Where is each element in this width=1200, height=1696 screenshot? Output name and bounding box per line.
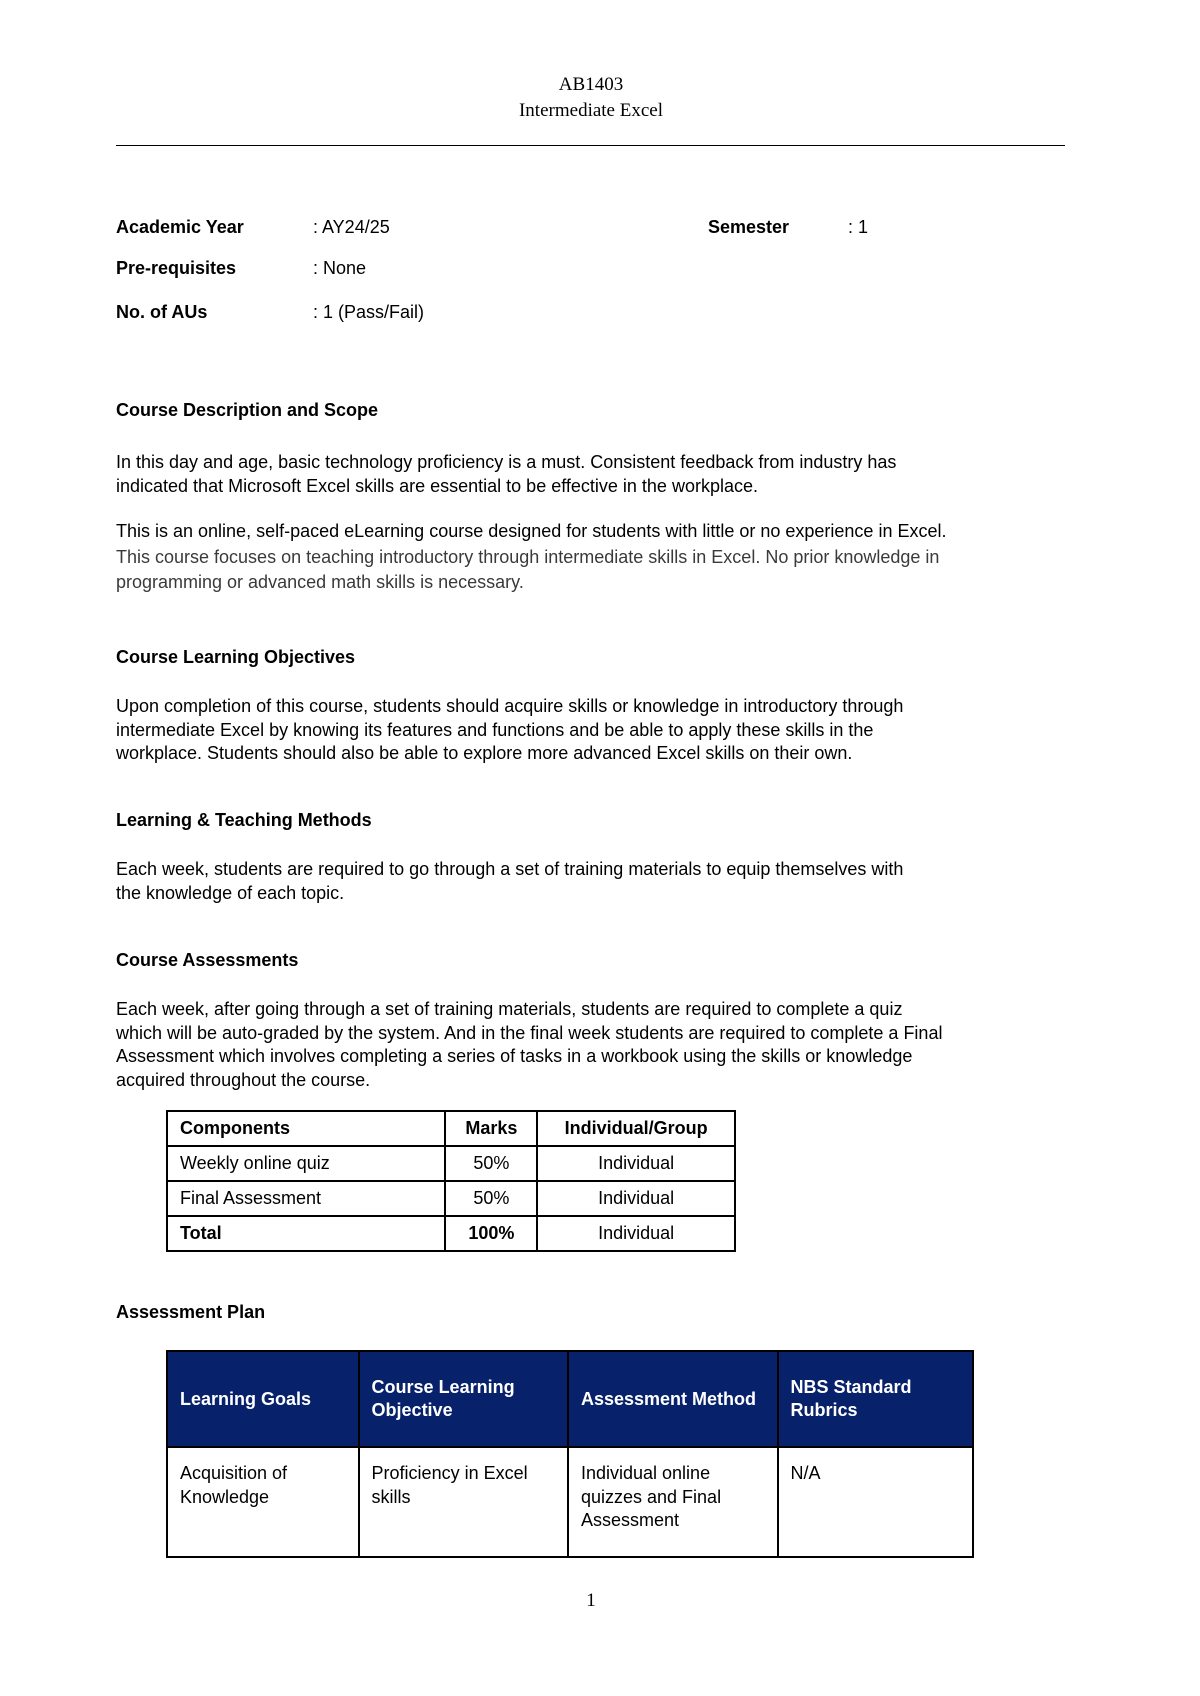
table-row [167,1447,973,1557]
assessments-paragraph [116,998,1076,1092]
table-cell: Total [167,1216,445,1251]
assessment-plan-table [166,1350,974,1558]
text-line: indicated that Microsoft Excel skills are essential to be effective in the workplace. [116,475,758,496]
academic-year-value: : AY24/25 [313,217,390,237]
page-number: 1 [586,1590,596,1611]
table-cell: Individual [537,1216,735,1251]
table-row [167,1146,735,1181]
description-paragraph-1 [116,451,1076,498]
header-individual-group: Individual/Group [537,1111,735,1146]
header-marks: Marks [445,1111,537,1146]
table-cell: Final Assessment [167,1181,445,1216]
text-line: workplace. Students should also be able to explore more advanced Excel skills on their own. [116,743,853,763]
table-header-row [167,1111,735,1146]
text-line: Assessment which involves completing a series of tasks in a workbook using the skills or knowledge [116,1046,913,1066]
text-line: This course focuses on teaching introductory through intermediate skills in Excel. No prior knowledge in [116,546,940,567]
table-cell: Individual online quizzes and Final Assessment [568,1447,778,1557]
academic-year-label: Academic Year [116,217,244,237]
text-line: Upon completion of this course, students should acquire skills or knowledge in introductory through [116,696,904,716]
table-cell: Weekly online quiz [167,1146,445,1181]
table-total-row [167,1216,735,1251]
text-line: which will be auto-graded by the system. And in the final week students are required to complete a Final [116,1022,943,1043]
text-line: This is an online, self-paced eLearning course designed for students with little or no experience in Excel. [116,521,947,541]
table-cell: 50% [445,1181,537,1216]
table-cell: Individual [537,1181,735,1216]
components-table [166,1110,736,1252]
text-line: Each week, after going through a set of training materials, students are required to complete a quiz [116,999,903,1019]
objectives-heading: Course Learning Objectives [116,647,356,667]
plan-heading: Assessment Plan [116,1302,266,1322]
header-rule [116,145,1065,146]
header-learning-goals: Learning Goals [167,1351,359,1447]
header-course-learning-objective: Course Learning Objective [359,1351,568,1447]
header-assessment-method: Assessment Method [568,1351,778,1447]
table-cell: 50% [445,1146,537,1181]
table-cell: 100% [445,1216,537,1251]
prerequisites-value: : None [313,258,367,278]
text-line: In this day and age, basic technology proficiency is a must. Consistent feedback from industry has [116,452,897,472]
course-title: Intermediate Excel [518,100,663,121]
table-cell: Individual [537,1146,735,1181]
aus-value: : 1 (Pass/Fail) [313,302,425,322]
description-heading: Course Description and Scope [116,400,379,420]
assessments-heading: Course Assessments [116,950,299,970]
text-line: Each week, students are required to go through a set of training materials to equip themselves with [116,859,904,879]
text-line: acquired throughout the course. [116,1069,371,1090]
table-cell: Proficiency in Excel skills [359,1447,568,1557]
header-nbs-standard-rubrics: NBS Standard Rubrics [778,1351,973,1447]
table-row [167,1181,735,1216]
text-line: intermediate Excel by knowing its features and functions and be able to apply these skills in the [116,719,874,740]
semester-label: Semester [708,217,790,237]
aus-label: No. of AUs [116,302,208,322]
text-line: programming or advanced math skills is necessary. [116,572,524,592]
description-paragraph-2 [116,520,1076,595]
prerequisites-label: Pre-requisites [116,258,237,278]
plan-header-row [167,1351,973,1447]
table-cell: N/A [778,1447,973,1557]
methods-paragraph [116,858,1076,905]
semester-value: : 1 [848,217,869,237]
methods-heading: Learning & Teaching Methods [116,810,372,830]
objectives-paragraph [116,695,1076,766]
course-code: AB1403 [558,74,624,95]
table-cell: Acquisition of Knowledge [167,1447,359,1557]
text-line: the knowledge of each topic. [116,882,345,903]
header-components: Components [167,1111,445,1146]
